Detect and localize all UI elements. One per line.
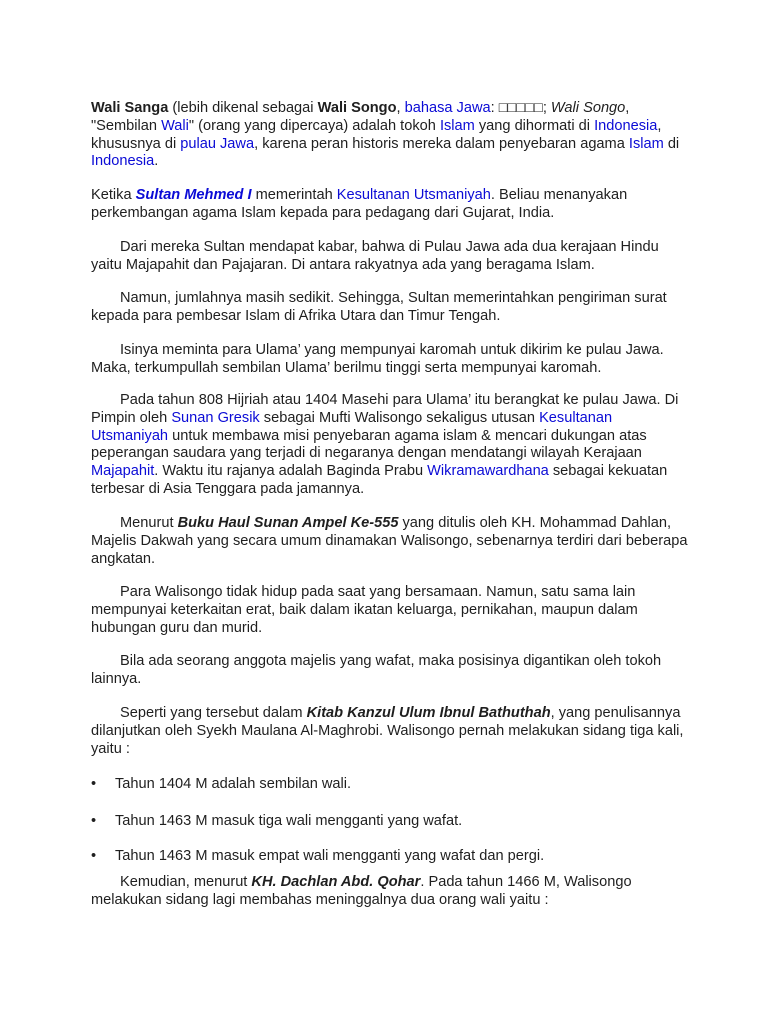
link-sunan-gresik[interactable]: Sunan Gresik bbox=[171, 409, 260, 426]
term-wali-sanga: Wali Sanga bbox=[91, 100, 169, 116]
text-run: , "Sembilan bbox=[91, 100, 630, 134]
paragraph-pengganti: Bila ada seorang anggota majelis yang wafat, maka posisinya digantikan oleh tokoh lainnya. bbox=[91, 653, 662, 687]
link-indonesia[interactable]: Indonesia bbox=[594, 117, 658, 134]
text-run: " (orang yang dipercaya) adalah tokoh bbox=[188, 117, 440, 134]
author-name: KH. Dachlan Abd. Qohar bbox=[251, 874, 421, 890]
paragraph-kitab-kanzul bbox=[91, 705, 691, 758]
book-title: Buku Haul Sunan Ampel Ke-555 bbox=[177, 515, 399, 531]
link-islam[interactable]: Islam bbox=[439, 117, 475, 134]
paragraph-kh-dachlan bbox=[91, 874, 691, 910]
link-wali[interactable]: Wali bbox=[161, 117, 189, 134]
link-kesultanan-utsmaniyah[interactable]: Kesultanan Utsmaniyah bbox=[336, 187, 491, 203]
link-sultan-mehmed[interactable]: Sultan Mehmed I bbox=[135, 187, 252, 203]
paragraph-pengiriman-surat: Namun, jumlahnya masih sedikit. Sehingga, Sultan memerintahkan pengiriman surat kepada para pembesar Islam di Afrika Utara dan Timur Tengah. bbox=[91, 290, 667, 324]
paragraph-tidak-bersamaan: Para Walisongo tidak hidup pada saat yang bersamaan. Namun, satu sama lain mempunyai keterkaitan erat, baik dalam ikatan keluarga, pernikahan, maupun dalam hubungan guru dan murid. bbox=[91, 584, 638, 636]
link-wikramawardhana[interactable]: Wikramawardhana bbox=[427, 463, 549, 480]
book-title: Kitab Kanzul Ulum Ibnul Bathuthah bbox=[306, 705, 551, 721]
text-run: , bbox=[396, 100, 405, 116]
list-item-text: Tahun 1463 M masuk tiga wali mengganti yang wafat. bbox=[115, 813, 463, 829]
text-run: sebagai Mufti Walisongo sekaligus utusan bbox=[259, 409, 540, 426]
text-run: sebagai kekuatan terbesar di Asia Tenggara pada jamannya. bbox=[91, 463, 668, 497]
list-item-text: Tahun 1404 M adalah sembilan wali. bbox=[115, 776, 352, 792]
paragraph-kabar-jawa: Dari mereka Sultan mendapat kabar, bahwa di Pulau Jawa ada dua kerajaan Hindu yaitu Majapahit dan Pajajaran. Di antara rakyatnya ada yang beragama Islam. bbox=[91, 239, 659, 273]
link-indonesia-2[interactable]: Indonesia bbox=[91, 153, 155, 170]
text-run: Kemudian, menurut bbox=[120, 874, 252, 890]
paragraph-buku-haul bbox=[91, 515, 691, 568]
text-run: , yang penulisannya dilanjutkan oleh Syekh Maulana Al-Maghrobi. Walisongo pernah melakukan sidang tiga kali, yaitu : bbox=[91, 705, 684, 757]
text-run: , karena peran historis mereka dalam penyebaran agama bbox=[254, 135, 629, 152]
text-run: (lebih dikenal sebagai bbox=[168, 100, 318, 116]
bullet-icon: • bbox=[91, 848, 97, 864]
text-run: di bbox=[663, 135, 680, 152]
text-run: yang dihormati di bbox=[474, 117, 595, 134]
text-run: Pada tahun 808 Hijriah atau 1404 Masehi para Ulama’ itu berangkat ke pulau Jawa. Di Pimpin oleh bbox=[91, 392, 679, 426]
link-islam-2[interactable]: Islam bbox=[628, 135, 664, 152]
list-item-text: Tahun 1463 M masuk empat wali mengganti yang wafat dan pergi. bbox=[115, 848, 545, 864]
bullet-icon: • bbox=[91, 776, 97, 792]
javanese-script: □□□□□ bbox=[498, 100, 543, 116]
paragraph-sultan-mehmed bbox=[91, 187, 691, 223]
text-run: . Waktu itu rajanya adalah Baginda Prabu bbox=[154, 463, 428, 480]
text-run: . bbox=[154, 153, 159, 170]
link-majapahit[interactable]: Majapahit bbox=[91, 463, 155, 480]
text-run: : bbox=[490, 100, 499, 116]
text-run: Menurut bbox=[120, 515, 178, 531]
text-run: Ketika bbox=[91, 187, 136, 203]
text-run: . Pada tahun 1466 M, Walisongo melakukan sidang lagi membahas meninggalnya dua orang wali yaitu : bbox=[91, 874, 632, 908]
text-run: yang ditulis oleh KH. Mohammad Dahlan, Majelis Dakwah yang secara umum dinamakan Walisongo, sebenarnya terdiri dari beberapa angkatan. bbox=[91, 515, 688, 567]
bullet-icon: • bbox=[91, 813, 97, 829]
term-wali-songo: Wali Songo bbox=[317, 100, 397, 116]
link-bahasa-jawa[interactable]: bahasa Jawa bbox=[404, 100, 491, 116]
text-run: , khususnya di bbox=[91, 117, 662, 152]
link-kesultanan-utsmaniyah-2[interactable]: Kesultanan Utsmaniyah bbox=[91, 409, 613, 444]
intro-paragraph bbox=[91, 100, 691, 171]
paragraph-ulama-karomah: Isinya meminta para Ulama’ yang mempunyai karomah untuk dikirim ke pulau Jawa. Maka, terkumpullah sembilan Ulama’ berilmu tinggi serta mempunyai karomah. bbox=[91, 342, 664, 376]
text-run: memerintah bbox=[251, 187, 337, 203]
text-run: untuk membawa misi penyebaran agama islam & mencari dukungan atas peperangan saudara yang terjadi di negaranya dengan mendatangi wilayah Kerajaan bbox=[91, 427, 647, 462]
text-run: Seperti yang tersebut dalam bbox=[120, 705, 307, 721]
paragraph-berangkat-jawa bbox=[91, 392, 691, 499]
link-pulau-jawa[interactable]: pulau Jawa bbox=[180, 135, 255, 152]
text-run: . Beliau menanyakan perkembangan agama Islam kepada para pedagang dari Gujarat, India. bbox=[91, 187, 628, 221]
text-run: ; bbox=[542, 100, 551, 116]
term-wali-songo-italic: Wali Songo bbox=[550, 100, 626, 116]
